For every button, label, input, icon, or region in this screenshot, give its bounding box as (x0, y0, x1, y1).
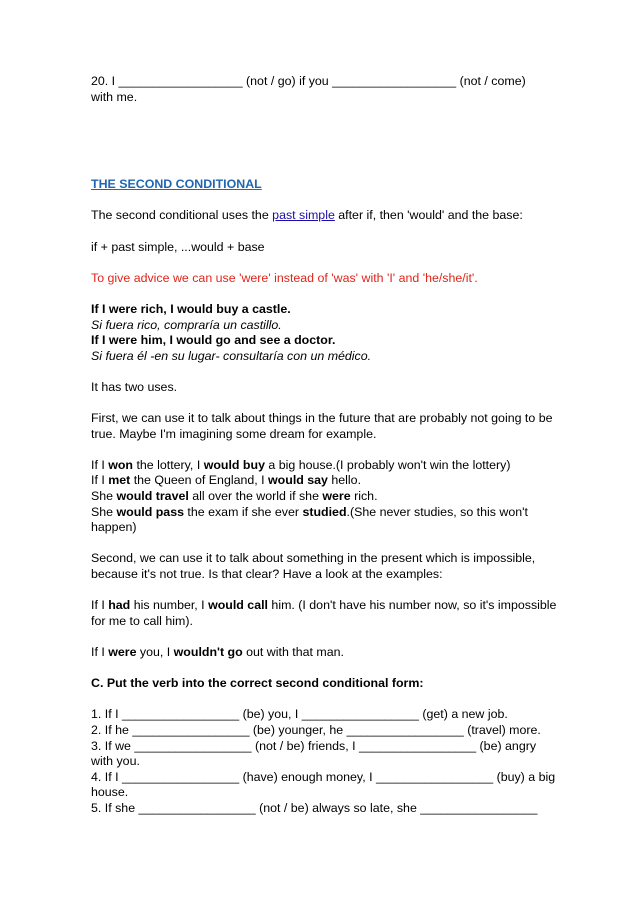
formula: if + past simple, ...would + base (91, 239, 265, 254)
intro-paragraph: The second conditional uses the past simple after if, then 'would' and the base: (91, 208, 523, 223)
section-heading[interactable]: THE SECOND CONDITIONAL (91, 177, 262, 192)
exercise-20: 20. I __________________ (not / go) if you __________________ (not / come) with me. (91, 74, 526, 104)
past-simple-link[interactable]: past simple (272, 208, 335, 223)
uses-sentence: It has two uses. (91, 379, 178, 394)
exercise-item: 2. If he _________________ (be) younger, he _________________ (travel) more. (91, 722, 541, 737)
exercise-c-title: C. Put the verb into the correct second conditional form: (91, 676, 424, 691)
second-use-paragraph: Second, we can use it to talk about something in the present which is impossible, because it's not true. Is that clear? Have a look at the examples: (91, 551, 536, 582)
exercise-item: 5. If she _________________ (not / be) always so late, she _________________ (91, 800, 538, 815)
second-use-example-1: If I had his number, I would call him. (I don't have his number now, so it's impossible for me to call him). (91, 598, 557, 628)
first-use-paragraph: First, we can use it to talk about things in the future that are probably not going to be true. Maybe I'm imagining some dream for example. (91, 411, 553, 441)
document-page (91, 74, 561, 817)
examples-block (91, 302, 561, 364)
advice-note: To give advice we can use 'were' instead of 'was' with 'I' and 'he/she/it'. (91, 270, 478, 285)
exercise-item: 3. If we _________________ (not / be) friends, I _________________ (be) angry with you. (91, 738, 537, 769)
example1-en: If I were rich, I would buy a castle. (91, 301, 291, 316)
example2-es: Si fuera él -en su lugar- consultaría con un médico. (91, 348, 372, 363)
example1-es: Si fuera rico, compraría un castillo. (91, 317, 282, 332)
exercise-c-items (91, 707, 561, 816)
example2-en: If I were him, I would go and see a doctor. (91, 333, 336, 348)
second-use-example-2: If I were you, I wouldn't go out with that man. (91, 645, 344, 659)
first-use-examples: If I won the lottery, I would buy a big house.(I probably won't win the lottery) If I met the Queen of England, I would say hello. She would travel all over the world if she were rich. She would pass the exam if she ever studied.(She never studies, so this won't happen) (91, 457, 528, 535)
exercise-item: 4. If I _________________ (have) enough money, I _________________ (buy) a big house. (91, 769, 556, 800)
exercise-item: 1. If I _________________ (be) you, I _________________ (get) a new job. (91, 707, 508, 722)
